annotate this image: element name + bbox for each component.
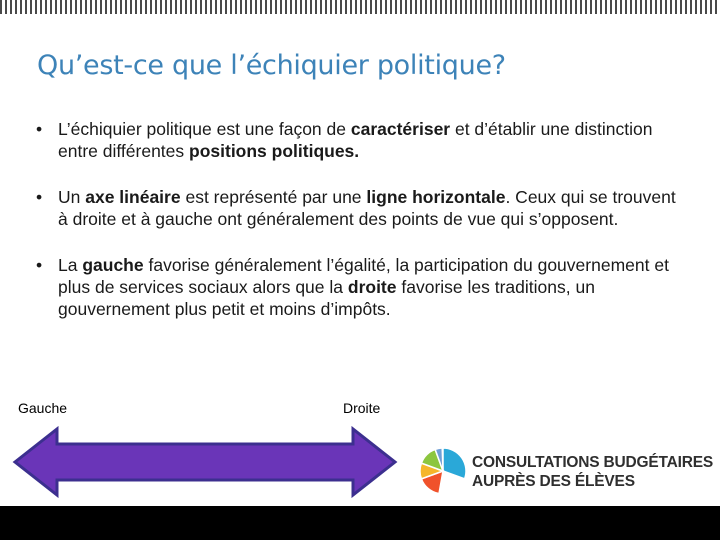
bullet-text: L’échiquier politique est une façon de bbox=[58, 119, 351, 139]
pie-logo-icon bbox=[418, 446, 468, 496]
bullet-item bbox=[36, 186, 686, 230]
bullet-emphasis: gauche bbox=[82, 255, 144, 275]
bullet-emphasis: droite bbox=[347, 277, 397, 297]
double-arrow-icon bbox=[12, 426, 398, 498]
bullet-text: est représenté par une bbox=[180, 187, 367, 207]
logo-line-2: AUPRÈS DES ÉLÈVES bbox=[472, 473, 635, 490]
top-decorative-ticks bbox=[0, 0, 720, 14]
bullet-emphasis: caractériser bbox=[350, 119, 451, 139]
bullet-text: La bbox=[58, 255, 83, 275]
slide-title: Qu’est-ce que l’échiquier politique? bbox=[37, 50, 506, 81]
axis-left-label: Gauche bbox=[18, 400, 68, 416]
logo-line-1: CONSULTATIONS BUDGÉTAIRES bbox=[472, 454, 713, 471]
logo-segment bbox=[443, 448, 466, 479]
consultations-logo bbox=[418, 444, 713, 496]
bullet-emphasis: ligne horizontale bbox=[366, 187, 506, 207]
bullet-emphasis: axe linéaire bbox=[85, 187, 181, 207]
bullet-text: favorise les traditions, un gouvernement plus petit et moins d’impôts. bbox=[58, 277, 595, 319]
bullet-text: . Ceux qui se trouvent à droite et à gauche ont généralement des points de vue qui s’opposent. bbox=[58, 187, 676, 229]
bullet-item bbox=[36, 118, 686, 162]
bullet-item bbox=[36, 254, 686, 320]
bottom-bar bbox=[0, 506, 720, 540]
bullet-text: favorise généralement l’égalité, la participation du gouvernement et plus de services sociaux alors que la bbox=[58, 255, 669, 297]
logo-text bbox=[472, 453, 713, 491]
bullet-list bbox=[36, 118, 686, 344]
axis-right-label: Droite bbox=[343, 400, 381, 416]
bullet-text: Un bbox=[58, 187, 86, 207]
bullet-emphasis: positions politiques. bbox=[189, 141, 360, 161]
bullet-text: et d’établir une distinction entre différentes bbox=[58, 119, 653, 161]
